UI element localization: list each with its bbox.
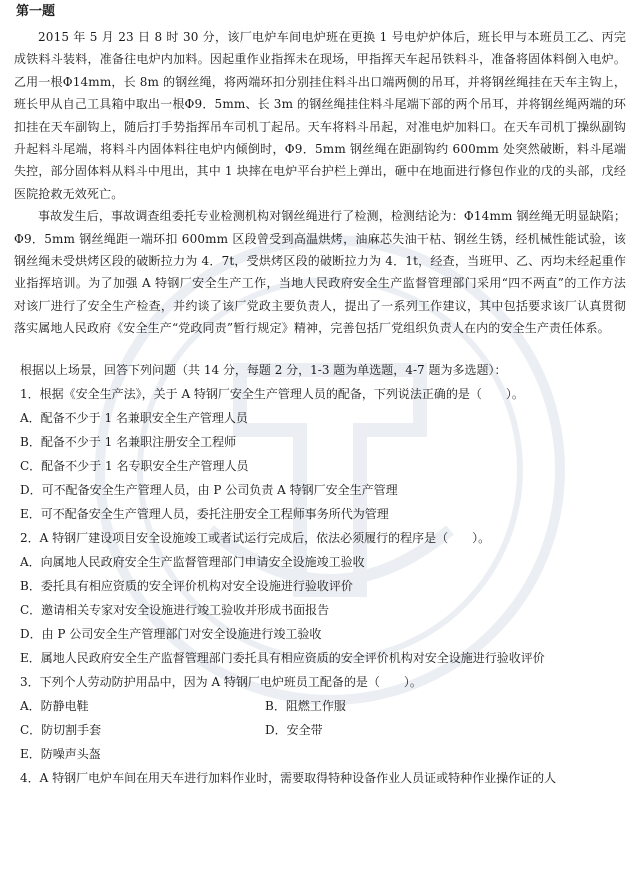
q1-option-e: E．可不配备安全生产管理人员，委托注册安全工程师事务所代为管理 <box>20 506 389 521</box>
q1-stem: 1．根据《安全生产法》，关于 A 特钢厂安全生产管理人员的配备，下列说法正确的是（ ）。 <box>20 386 524 401</box>
q2-option-e: E．属地人民政府安全生产监督管理部门委托具有相应资质的安全评价机构对安全设施进行验收评价 <box>20 650 545 665</box>
q3-options-row-1 <box>14 694 626 718</box>
q3-stem: 3．下列个人劳动防护用品中，因为 A 特钢厂电炉班员工配备的是（ ）。 <box>20 674 422 689</box>
q3-option-a: A．防静电鞋 <box>20 698 89 713</box>
question-title: 第一题 <box>16 4 56 19</box>
q1-option-b: B．配备不少于 1 名兼职注册安全工程师 <box>20 434 237 449</box>
q1-option-c: C．配备不少于 1 名专职安全生产管理人员 <box>20 458 249 473</box>
q2-option-c: C．邀请相关专家对安全设施进行竣工验收并形成书面报告 <box>20 602 330 617</box>
q3-option-e: E．防噪声头盔 <box>20 746 101 761</box>
q4-stem: 4．A 特钢厂电炉车间在用天车进行加料作业时，需要取得特种设备作业人员证或特种作业操作证的人 <box>20 770 557 785</box>
scenario-paragraph-2: 事故发生后，事故调查组委托专业检测机构对钢丝绳进行了检测，检测结论为：Φ14mm 钢丝绳无明显缺陷；Φ9．5mm 钢丝绳距一端环扣 600mm 区段曾受到高温烘烤，油麻芯失油干枯、钢丝生锈，经机械性能试验，该钢丝绳未受烘烤区段的破断拉力为 4．7t，受烘烤区段的破断拉力为 4．1t，经查，当班甲、乙、丙均未经起重作业指挥培训。为了加强 A 特钢厂安全生产工作，当地人民政府安全生产监督管理部门采用“四不两直”的工作方法对该厂进行了安全生产检查，并约谈了该厂党政主要负责人，提出了一系列工作建议，其中包括要求该厂认真贯彻落实属地人民政府《安全生产“党政同责”暂行规定》精神，完善包括厂党组织负责人在内的安全生产责任体系。 <box>14 209 626 336</box>
q3-option-c: C．防切割手套 <box>20 722 102 737</box>
instructions: 根据以上场景，回答下列问题（共 14 分，每题 2 分，1-3 题为单选题，4-7 题为多选题）： <box>20 362 507 377</box>
q2-stem: 2．A 特钢厂建设项目安全设施竣工或者试运行完成后，依法必须履行的程序是（ ）。 <box>20 530 491 545</box>
q3-option-d: D．安全带 <box>265 722 323 737</box>
q2-option-a: A．向属地人民政府安全生产监督管理部门申请安全设施竣工验收 <box>20 554 365 569</box>
q1-option-a: A．配备不少于 1 名兼职安全生产管理人员 <box>20 410 248 425</box>
scenario-paragraph-1: 2015 年 5 月 23 日 8 时 30 分，该厂电炉车间电炉班在更换 1 号电炉炉体后，班长甲与本班员工乙、丙完成铁料斗装料，准备往电炉内加料。因起重作业指挥未在现场，甲指挥天车起吊铁料斗，准备将固体料倒入电炉。乙用一根Φ14mm，长 8m 的钢丝绳，将两端环扣分别挂住料斗出口端两侧的吊耳，并将钢丝绳挂在天车主钩上，班长甲从自己工具箱中取出一根Φ9．5mm、长 3m 的钢丝绳挂住料斗尾端下部的两个吊耳，并将钢丝绳两端的环扣挂在天车副钩上，随后打手势指挥吊车司机丁起吊。天车将料斗吊起，对准电炉加料口。在天车司机丁操纵副钩升起料斗尾端，将料斗内固体料往电炉内倾倒时，Φ9．5mm 钢丝绳在距副钩约 600mm 处突然破断，料斗尾端失控，部分固体料从料斗中甩出，其中 1 块摔在电炉平台护栏上弹出，砸中在地面进行修包作业的戊的头部，戊经医院抢救无效死亡。 <box>14 30 626 201</box>
q3-options-row-2 <box>14 718 626 742</box>
q3-option-b: B．阻燃工作服 <box>265 698 346 713</box>
q2-option-b: B．委托具有相应资质的安全评价机构对安全设施进行验收评价 <box>20 578 353 593</box>
q2-option-d: D．由 P 公司安全生产管理部门对安全设施进行竣工验收 <box>20 626 322 641</box>
q1-option-d: D．可不配备安全生产管理人员，由 P 公司负责 A 特钢厂安全生产管理 <box>20 482 398 497</box>
